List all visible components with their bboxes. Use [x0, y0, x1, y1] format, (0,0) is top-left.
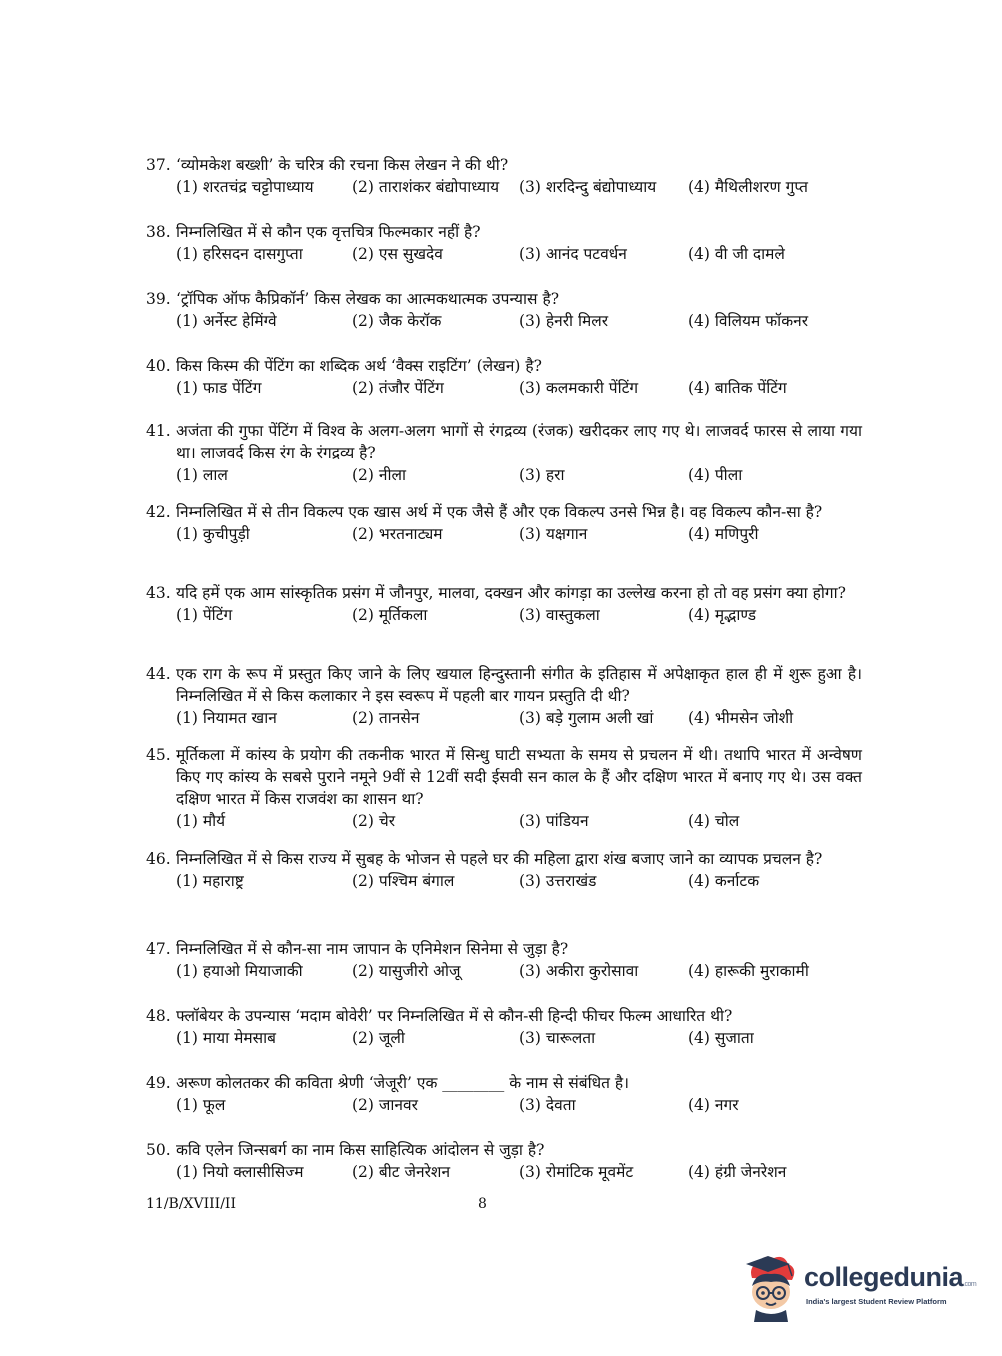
option-3: (3) चारूलता — [519, 1029, 596, 1047]
option-2: (2) नीला — [352, 466, 407, 484]
option-1: (1) नियो क्लासीसिज्म — [176, 1163, 304, 1181]
paper-code: 11/B/XVIII/II — [146, 1196, 236, 1212]
option-3: (3) रोमांटिक मूवमेंट — [519, 1163, 634, 1181]
option-3: (3) देवता — [519, 1096, 576, 1114]
question-number: 49. — [146, 1074, 171, 1092]
option-1: (1) नियामत खान — [176, 709, 277, 727]
option-1: (1) कुचीपुड़ी — [176, 525, 250, 543]
option-4: (4) कर्नाटक — [688, 872, 760, 890]
question-number: 39. — [146, 290, 171, 308]
option-1: (1) हरिसदन दासगुप्ता — [176, 245, 303, 263]
option-2: (2) जैक केरॉक — [352, 312, 442, 330]
option-2: (2) तंजौर पेंटिंग — [352, 379, 444, 397]
option-1: (1) पेंटिंग — [176, 606, 233, 624]
option-4: (4) नगर — [688, 1096, 739, 1114]
question-number: 46. — [146, 850, 171, 868]
question-text: फ्लॉबेयर के उपन्यास ‘मदाम बोवेरी’ पर निम्नलिखित में से कौन-सी हिन्दी फीचर फिल्म आधारित थी? — [176, 1007, 733, 1025]
option-1: (1) हयाओ मियाजाकी — [176, 962, 303, 980]
option-2: (2) चेर — [352, 812, 396, 830]
option-3: (3) यक्षगान — [519, 525, 588, 543]
option-2: (2) तानसेन — [352, 709, 420, 727]
option-4: (4) हारूकी मुराकामी — [688, 962, 809, 980]
question-number: 44. — [146, 665, 171, 683]
option-4: (4) हंग्री जेनरेशन — [688, 1163, 787, 1181]
mascot-icon — [742, 1252, 804, 1322]
question-text: किस किस्म की पेंटिंग का शब्दिक अर्थ ‘वैक्स राइटिंग’ (लेखन) है? — [176, 357, 542, 375]
question-41 — [146, 420, 862, 486]
question-38 — [146, 221, 862, 265]
question-number: 48. — [146, 1007, 171, 1025]
question-text: कवि एलेन जिन्सबर्ग का नाम किस साहित्यिक आंदोलन से जुड़ा है? — [176, 1141, 545, 1159]
question-text: निम्नलिखित में से किस राज्य में सुबह के भोजन से पहले घर की महिला द्वारा शंख बजाए जाने का व्यापक प्रचलन है? — [176, 850, 823, 868]
option-3: (3) हरा — [519, 466, 565, 484]
question-text: निम्नलिखित में से कौन एक वृत्तचित्र फिल्मकार नहीं है? — [176, 223, 481, 241]
question-number: 42. — [146, 503, 171, 521]
option-4: (4) चोल — [688, 812, 740, 830]
question-49 — [146, 1072, 862, 1116]
question-number: 50. — [146, 1141, 171, 1159]
question-text: यदि हमें एक आम सांस्कृतिक प्रसंग में जौनपुर, मालवा, दक्खन और कांगड़ा का उल्लेख करना हो तो वह प्रसंग क्या होगा? — [176, 584, 846, 602]
option-3: (3) वास्तुकला — [519, 606, 600, 624]
option-4: (4) विलियम फॉकनर — [688, 312, 809, 330]
question-text: एक राग के रूप में प्रस्तुत किए जाने के लिए खयाल हिन्दुस्तानी संगीत के इतिहास में अपेक्षाकृत हाल ही में शुरू हुआ है। निम्नलिखित में से किस कलाकार ने इस स्वरूप में पहली बार गायन प्रस्तुति दी थी? — [176, 665, 862, 705]
option-3: (3) अकीरा कुरोसावा — [519, 962, 639, 980]
option-4: (4) बातिक पेंटिंग — [688, 379, 787, 397]
option-4: (4) भीमसेन जोशी — [688, 709, 794, 727]
question-42 — [146, 501, 862, 545]
option-3: (3) बड़े गुलाम अली खां — [519, 709, 654, 727]
option-2: (2) एस सुखदेव — [352, 245, 443, 263]
question-40 — [146, 355, 862, 399]
question-text: ‘ट्रॉपिक ऑफ कैप्रिकॉर्न’ किस लेखक का आत्मकथात्मक उपन्यास है? — [176, 290, 560, 308]
question-43 — [146, 582, 862, 626]
question-text: निम्नलिखित में से तीन विकल्प एक खास अर्थ में एक जैसे हैं और एक विकल्प उनसे भिन्न है। वह विकल्प कौन-सा है? — [176, 503, 823, 521]
logo-name: collegedunia — [804, 1262, 964, 1292]
question-39 — [146, 288, 862, 332]
question-number: 37. — [146, 156, 171, 174]
question-48 — [146, 1005, 862, 1049]
option-2: (2) जूली — [352, 1029, 405, 1047]
option-1: (1) फूल — [176, 1096, 226, 1114]
question-47 — [146, 938, 862, 982]
collegedunia-logo — [742, 1252, 977, 1322]
option-3: (3) कलमकारी पेंटिंग — [519, 379, 639, 397]
option-4: (4) मृद्भाण्ड — [688, 606, 757, 624]
question-46 — [146, 848, 862, 892]
option-2: (2) जानवर — [352, 1096, 418, 1114]
logo-wordmark — [804, 1262, 976, 1293]
option-1: (1) शरतचंद्र चट्टोपाध्याय — [176, 178, 314, 196]
question-44 — [146, 663, 862, 729]
logo-tagline: India's largest Student Review Platform — [806, 1297, 947, 1306]
option-4: (4) सुजाता — [688, 1029, 754, 1047]
question-text: ‘व्योमकेश बख्शी’ के चरित्र की रचना किस लेखन ने की थी? — [176, 156, 509, 174]
question-number: 40. — [146, 357, 171, 375]
option-4: (4) मणिपुरी — [688, 525, 759, 543]
option-3: (3) पांडियन — [519, 812, 589, 830]
question-text: मूर्तिकला में कांस्य के प्रयोग की तकनीक भारत में सिन्धु घाटी सभ्यता के समय से प्रचलन में थी। तथापि भारत में अन्वेषण किए गए कांस्य के सबसे पुराने नमूने 9वीं से 12वीं सदी ईसवी सन काल के हैं और दक्षिण भारत में बनाए गए थे। उस वक्त दक्षिण भारत में किस राजवंश का शासन था? — [176, 746, 862, 808]
question-text: अरूण कोलतकर की कविता श्रेणी ‘जेजूरी’ एक ________ के नाम से संबंधित है। — [176, 1074, 629, 1092]
question-number: 38. — [146, 223, 171, 241]
option-4: (4) वी जी दामले — [688, 245, 785, 263]
question-37 — [146, 154, 862, 198]
page-number: 8 — [478, 1196, 487, 1212]
option-1: (1) मौर्य — [176, 812, 226, 830]
option-4: (4) मैथिलीशरण गुप्त — [688, 178, 808, 196]
option-3: (3) आनंद पटवर्धन — [519, 245, 627, 263]
question-number: 43. — [146, 584, 171, 602]
question-50 — [146, 1139, 862, 1183]
option-1: (1) अर्नेस्ट हेमिंग्वे — [176, 312, 277, 330]
option-3: (3) शरदिन्दु बंद्योपाध्याय — [519, 178, 657, 196]
option-4: (4) पीला — [688, 466, 743, 484]
option-2: (2) पश्चिम बंगाल — [352, 872, 455, 890]
question-number: 45. — [146, 746, 171, 764]
option-2: (2) यासुजीरो ओजू — [352, 962, 461, 980]
option-3: (3) उत्तराखंड — [519, 872, 597, 890]
logo-dotcom: .com — [963, 1281, 977, 1288]
option-2: (2) बीट जेनरेशन — [352, 1163, 451, 1181]
option-2: (2) भरतनाट्यम — [352, 525, 443, 543]
question-number: 47. — [146, 940, 171, 958]
option-1: (1) लाल — [176, 466, 228, 484]
question-number: 41. — [146, 422, 171, 440]
option-1: (1) फाड पेंटिंग — [176, 379, 262, 397]
question-45 — [146, 744, 862, 832]
question-text: अजंता की गुफा पेंटिंग में विश्व के अलग-अलग भागों से रंगद्रव्य (रंजक) खरीदकर लाए गए थे। लाजवर्द फारस से लाया गया था। लाजवर्द किस रंग के रंगद्रव्य है? — [176, 422, 862, 462]
option-1: (1) माया मेमसाब — [176, 1029, 276, 1047]
option-2: (2) ताराशंकर बंद्योपाध्याय — [352, 178, 500, 196]
option-1: (1) महाराष्ट्र — [176, 872, 244, 890]
option-2: (2) मूर्तिकला — [352, 606, 428, 624]
question-text: निम्नलिखित में से कौन-सा नाम जापान के एनिमेशन सिनेमा से जुड़ा है? — [176, 940, 569, 958]
option-3: (3) हेनरी मिलर — [519, 312, 609, 330]
